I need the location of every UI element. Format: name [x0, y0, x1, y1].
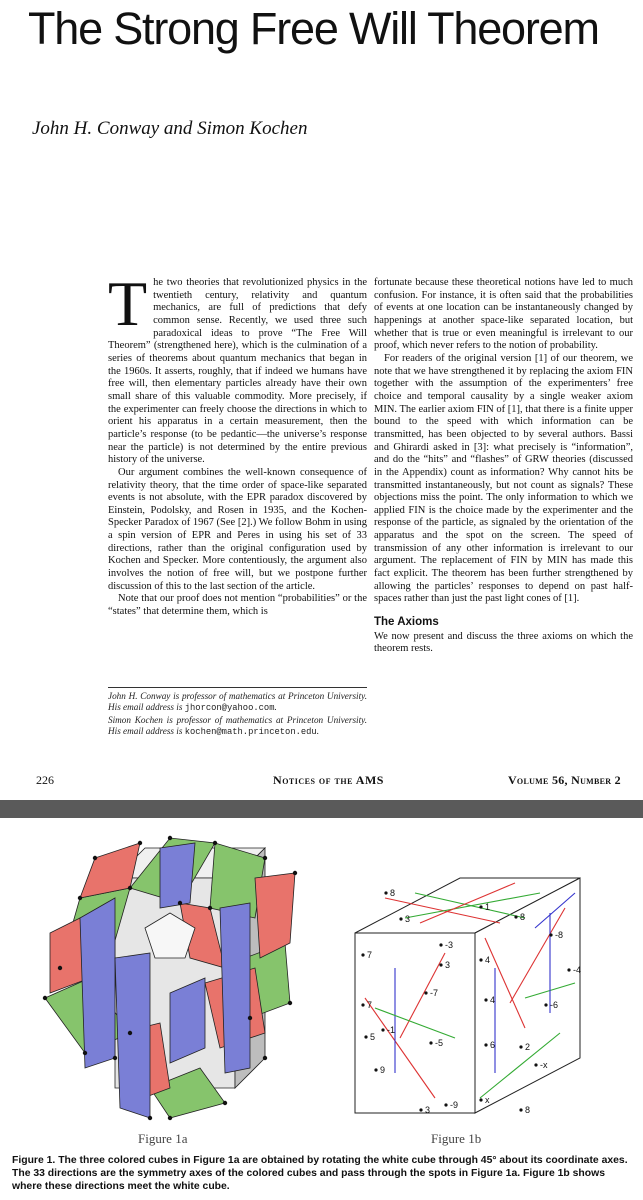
direction-dot — [419, 1108, 422, 1111]
author-bio: John H. Conway is professor of mathematics at Princeton University. His email address is jhorcon@yahoo.com. Simon Kochen is professor of mathematics at Princeton University. His email address is kochen@math.princeton.edu. — [108, 691, 367, 737]
conway-email[interactable]: jhorcon@yahoo.com — [184, 703, 275, 714]
direction-label: 8 — [525, 1105, 531, 1115]
figure-caption: Figure 1. The three colored cubes in Figure 1a are obtained by rotating the white cube through 45° about its coordinate axes. The 33 directions are the symmetry axes of the colored cubes and pass through the spots in Figure 1a. Figure 1b shows where these directions meet the white cube. — [12, 1155, 628, 1192]
direction-label: 2 — [525, 1042, 531, 1052]
paragraph: We now present and discuss the three axioms on which the theorem rests. — [374, 630, 633, 655]
body-column-right — [374, 277, 633, 656]
direction-dot — [519, 1045, 522, 1048]
direction-dot — [381, 1028, 384, 1031]
direction-dot — [384, 891, 387, 894]
blue-face — [170, 978, 205, 1063]
direction-label: 3 — [425, 1105, 431, 1115]
direction-label: x — [485, 1095, 490, 1105]
direction-dot — [439, 943, 442, 946]
direction-dot — [534, 1063, 537, 1066]
direction-dot — [514, 915, 517, 918]
paragraph: Note that our proof does not mention “probabilities” or the “states” that determine them, which is — [108, 593, 367, 618]
direction-label: 9 — [380, 1065, 386, 1075]
blue-face — [115, 953, 150, 1118]
direction-label: 3 — [405, 914, 411, 924]
direction-label: 4 — [490, 995, 496, 1005]
section-heading-axioms: The Axioms — [374, 616, 439, 629]
article-title: The Strong Free Will Theorem — [28, 3, 599, 54]
direction-label: 7 — [367, 1000, 373, 1010]
direction-label: -3 — [445, 940, 454, 950]
direction-dot — [444, 1103, 447, 1106]
direction-dot — [549, 933, 552, 936]
journal-name: Notices of the AMS — [273, 773, 384, 787]
body-column-left — [108, 268, 367, 619]
direction-label: 7 — [367, 950, 373, 960]
paragraph: fortunate because these theoretical notions have led to much confusion. For instance, it is often said that the probabilities of events at one location can be instantaneously changed by happenings at another space-like separated location, but whether that is true or even meaningful is irrelevant to our proof, which never refers to the notion of probability. — [374, 277, 633, 352]
direction-label: 6 — [490, 1040, 496, 1050]
paragraph: Our argument combines the well-known consequence of relativity theory, that the time order of space-like separated events is not absolute, with the EPR paradox discovered by Einstein, Podolsky, and Rosen in 1935, and the Kochen-Specker Paradox of 1967 (See [2].) We follow Bohm in using a spin version of EPR and Peres in using his set of 33 directions, rather than the original configuration used by Kochen and Specker. More contentiously, the argument also involves the notion of free will, but we postpone further discussion of this to the last section of the article. — [108, 466, 367, 592]
direction-label: -6 — [550, 1000, 559, 1010]
figure-1a-colored-cubes — [20, 818, 320, 1128]
drop-cap: T — [108, 268, 148, 339]
direction-dot — [544, 1003, 547, 1006]
blue-face — [80, 898, 115, 1068]
direction-dot — [429, 1041, 432, 1044]
direction-label: 3 — [445, 960, 451, 970]
direction-label: 8 — [520, 912, 526, 922]
article-authors: John H. Conway and Simon Kochen — [32, 118, 308, 139]
page-number: 226 — [36, 773, 54, 787]
figure-1b-label: Figure 1b — [431, 1131, 482, 1146]
direction-dot — [364, 1035, 367, 1038]
direction-dot — [361, 953, 364, 956]
direction-dot — [479, 1098, 482, 1101]
direction-label: -x — [540, 1060, 548, 1070]
red-face — [255, 873, 295, 958]
direction-dot — [479, 905, 482, 908]
direction-label: -9 — [450, 1100, 459, 1110]
figure-page — [0, 818, 643, 1200]
page-footer — [36, 773, 621, 787]
kochen-email[interactable]: kochen@math.princeton.edu — [184, 726, 317, 737]
volume-number: Volume 56, Number 2 — [507, 773, 621, 787]
direction-label: 4 — [485, 955, 491, 965]
blue-face — [220, 903, 250, 1073]
figure-1b-white-cube — [325, 818, 625, 1128]
direction-label: -1 — [387, 1025, 396, 1035]
direction-dot — [361, 1003, 364, 1006]
direction-label: 1 — [485, 902, 491, 912]
direction-label: 8 — [390, 888, 396, 898]
direction-dot — [399, 917, 402, 920]
direction-dot — [484, 998, 487, 1001]
direction-label: -7 — [430, 988, 439, 998]
footnote-rule — [108, 687, 367, 688]
direction-dot — [439, 963, 442, 966]
direction-label: -5 — [435, 1038, 444, 1048]
figure-1a-label: Figure 1a — [138, 1131, 188, 1146]
paragraph: For readers of the original version [1] of our theorem, we note that we have strengthened it by replacing the axiom FIN together with the assumption of the experimenters’ free choice and temporal causality by a single weaker axiom MIN. The earlier axiom FIN of [1], that there is a finite upper bound to the speed with which information can be transmitted, has been objected to by several authors. Bassi and Ghirardi asked in [3]: what precisely is “information”, and do the “hits” and “flashes” of GRW theories (discussed in the Appendix) count as information? Why cannot hits be transmitted instantaneously, but not count as signals? These objections miss the point. The only information to which we applied FIN is the choice made by the experimenter and the response of the particle, as signaled by the orientation of the apparatus and the spot on the screen. The speed of transmission of any other information is irrelevant to our argument. The replacement of FIN by MIN has made this fact explicit. The theorem has been further strengthened by allowing the particles’ responses to depend on past half-spaces rather than just the past light cones of [1]. — [374, 352, 633, 605]
direction-label: 5 — [370, 1032, 376, 1042]
direction-dot — [484, 1043, 487, 1046]
direction-dot — [567, 968, 570, 971]
paragraph: The two theories that revolutionized physics in the twentieth century, relativity and quantum mechanics, are full of predictions that defy common sense. Recently, we used three such paradoxical ideas to prove “The Free Will Theorem” (strengthened here), which is the culmination of a series of theorems about quantum mechanics that began in the 1960s. It asserts, roughly, that if indeed we humans have free will, then elementary particles already have their own small share of this valuable commodity. More precisely, if the experimenter can freely choose the directions in which to orient his apparatus in a certain measurement, then the particle’s response (to be pedantic—the universe’s response near the particle) is not determined by the entire previous history of the universe. — [108, 268, 367, 466]
direction-dot — [424, 991, 427, 994]
direction-dot — [374, 1068, 377, 1071]
direction-dot — [519, 1108, 522, 1111]
direction-label: -4 — [573, 965, 582, 975]
direction-label: -8 — [555, 930, 564, 940]
direction-dot — [479, 958, 482, 961]
blue-face — [160, 843, 195, 908]
